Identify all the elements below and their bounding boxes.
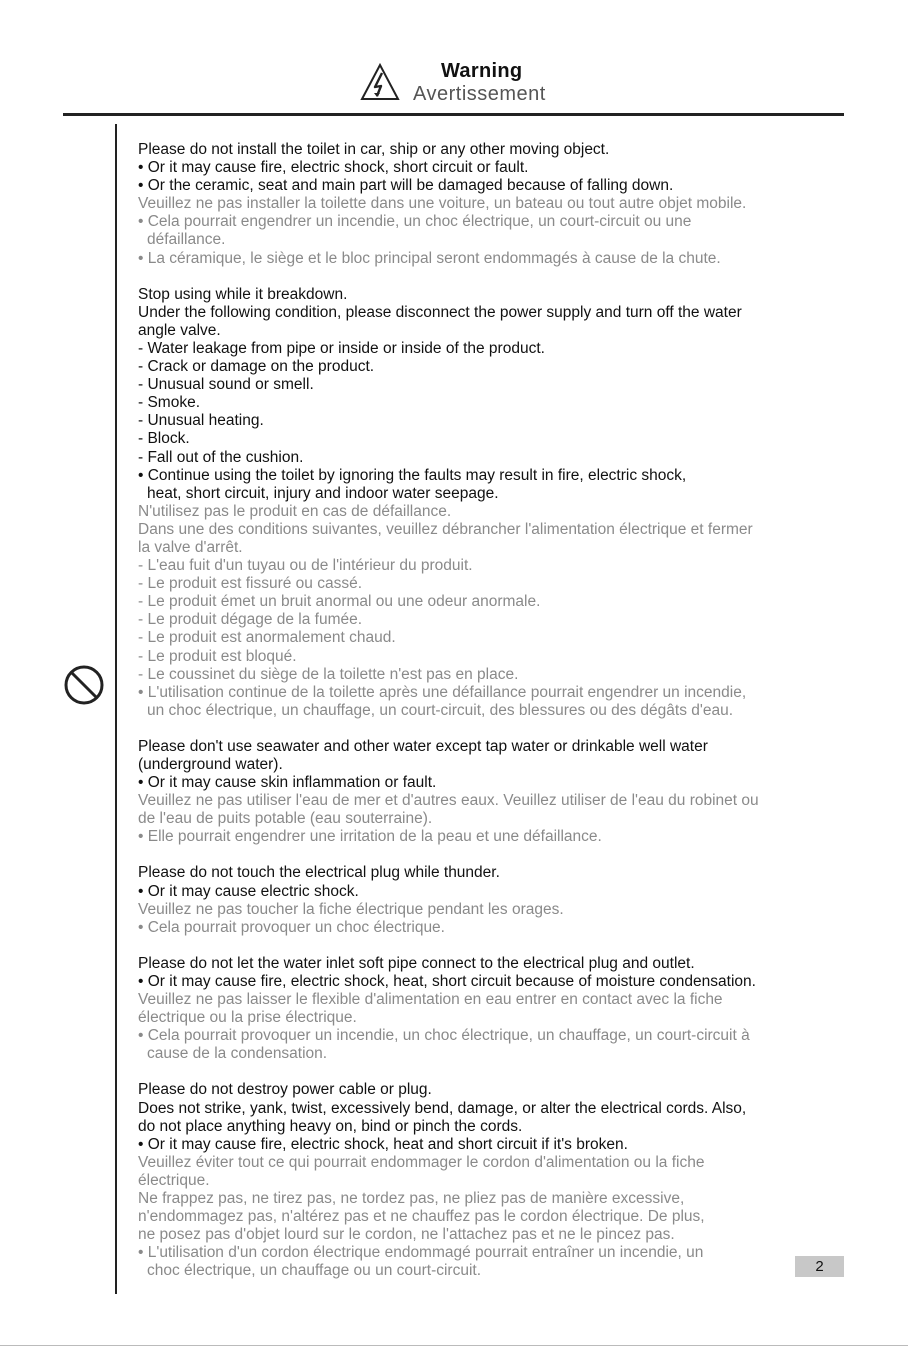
english-text [138,864,843,900]
text-line: do not place anything heavy on, bind or pinch the cords. [138,1117,523,1135]
text-line: électrique ou la prise électrique. [138,1009,357,1027]
page-header [0,58,908,108]
text-line: - Unusual heating. [138,412,264,430]
text-line: Please do not let the water inlet soft pipe connect to the electrical plug and outlet. [138,954,695,972]
text-line: • Or it may cause electric shock. [138,882,359,900]
title-warning: Warning [441,60,523,82]
text-line: N'utilisez pas le produit en cas de défaillance. [138,502,452,520]
text-line: • Elle pourrait engendrer une irritation de la peau et une défaillance. [138,828,602,846]
text-line: Does not strike, yank, twist, excessively bend, damage, or alter the electrical cords. Also, [138,1099,747,1117]
english-text [138,1081,843,1153]
text-line: ne posez pas d'objet lourd sur le cordon, ne l'attachez pas et ne le pincez pas. [138,1226,675,1244]
text-line: électrique. [138,1171,210,1189]
french-text [138,901,843,937]
text-line: • Cela pourrait engendrer un incendie, un choc électrique, un court-circuit ou une [138,213,692,231]
text-line: (underground water). [138,756,283,773]
text-line: Veuillez ne pas toucher la fiche électrique pendant les orages. [138,900,564,918]
text-line: Please do not destroy power cable or plug. [138,1081,432,1099]
english-text [138,955,843,991]
text-line: - Block. [138,430,190,448]
text-line: angle valve. [138,321,221,339]
text-line: Dans une des conditions suivantes, veuillez débrancher l'alimentation électrique et fermer [138,520,753,538]
page-number: 2 [795,1256,844,1277]
french-text [138,792,843,846]
text-line: - Water leakage from pipe or inside or inside of the product. [138,339,545,357]
page-bottom-edge [0,1345,908,1346]
text-line: • Or it may cause fire, electric shock, short circuit or fault. [138,159,529,177]
french-text [138,991,843,1063]
text-line: • Or the ceramic, seat and main part will be damaged because of falling down. [138,177,674,195]
text-line: • Cela pourrait provoquer un incendie, un choc électrique, un chauffage, un court-circuit à [138,1027,750,1045]
warning-content [138,141,843,1298]
text-line: Stop using while it breakdown. [138,285,348,303]
text-line: Veuillez ne pas utiliser l'eau de mer et d'autres eaux. Veuillez utiliser de l'eau du robinet ou [138,792,759,810]
warning-block [138,738,843,847]
text-line: - Le produit est fissuré ou cassé. [138,575,363,593]
text-line: la valve d'arrêt. [138,538,243,556]
text-line: un choc électrique, un chauffage, un court-circuit, des blessures ou des dégâts d'eau. [147,701,734,719]
header-divider [63,113,844,116]
text-line: • Cela pourrait provoquer un choc électrique. [138,918,445,936]
french-text [138,503,843,720]
text-line: Veuillez ne pas installer la toilette dans une voiture, un bateau ou tout autre objet mobile. [138,195,747,213]
text-line: Veuillez ne pas laisser le flexible d'alimentation en eau entrer en contact avec la fiche [138,991,723,1009]
text-line: - L'eau fuit d'un tuyau ou de l'intérieur du produit. [138,557,473,575]
text-line: heat, short circuit, injury and indoor water seepage. [147,484,499,502]
english-text [138,286,843,503]
text-line: Ne frappez pas, ne tirez pas, ne tordez pas, ne pliez pas de manière excessive, [138,1189,685,1207]
warning-block [138,1081,843,1280]
prohibition-circle-icon [63,664,105,706]
text-line: • Or it may cause fire, electric shock, heat and short circuit if it's broken. [138,1135,628,1153]
english-text [138,738,843,792]
text-line: - Le produit est bloqué. [138,647,297,665]
french-text [138,1154,843,1281]
warning-block [138,955,843,1064]
text-line: Please do not install the toilet in car, ship or any other moving object. [138,141,610,158]
text-line: Under the following condition, please disconnect the power supply and turn off the water [138,303,742,321]
text-line: défaillance. [147,231,226,249]
text-line: • L'utilisation d'un cordon électrique endommagé pourrait entraîner un incendie, un [138,1244,704,1262]
text-line: - Crack or damage on the product. [138,358,375,376]
text-line: - Fall out of the cushion. [138,448,304,466]
text-line: - Le produit est anormalement chaud. [138,629,396,647]
text-line: - Le produit émet un bruit anormal ou une odeur anormale. [138,593,541,611]
title-avertissement: Avertissement [413,83,546,105]
french-text [138,195,843,267]
electric-warning-triangle-icon [360,63,400,101]
text-line: - Unusual sound or smell. [138,376,314,394]
text-line: • Or it may cause skin inflammation or fault. [138,774,437,792]
warning-block [138,286,843,720]
text-line: Please don't use seawater and other water except tap water or drinkable well water [138,737,708,755]
text-line: Veuillez éviter tout ce qui pourrait endommager le cordon d'alimentation ou la fiche [138,1153,705,1171]
text-line: de l'eau de puits potable (eau souterraine). [138,810,433,828]
text-line: - Le coussinet du siège de la toilette n'est pas en place. [138,665,519,683]
text-line: • Continue using the toilet by ignoring the faults may result in fire, electric shock, [138,466,687,484]
warning-block [138,141,843,268]
text-line: choc électrique, un chauffage ou un court-circuit. [147,1262,482,1280]
text-line: Please do not touch the electrical plug while thunder. [138,864,500,882]
text-line: n'endommagez pas, n'altérez pas et ne chauffez pas le cordon électrique. De plus, [138,1208,705,1226]
warning-block [138,864,843,936]
text-line: - Le produit dégage de la fumée. [138,611,363,629]
text-line: cause de la condensation. [147,1045,328,1063]
english-text [138,141,843,195]
margin-rule [115,124,117,1294]
text-line: • L'utilisation continue de la toilette après une défaillance pourrait engendrer un incendie, [138,683,747,701]
text-line: - Smoke. [138,394,201,412]
text-line: • La céramique, le siège et le bloc principal seront endommagés à cause de la chute. [138,249,721,267]
text-line: • Or it may cause fire, electric shock, heat, short circuit because of moisture condensation. [138,972,756,990]
